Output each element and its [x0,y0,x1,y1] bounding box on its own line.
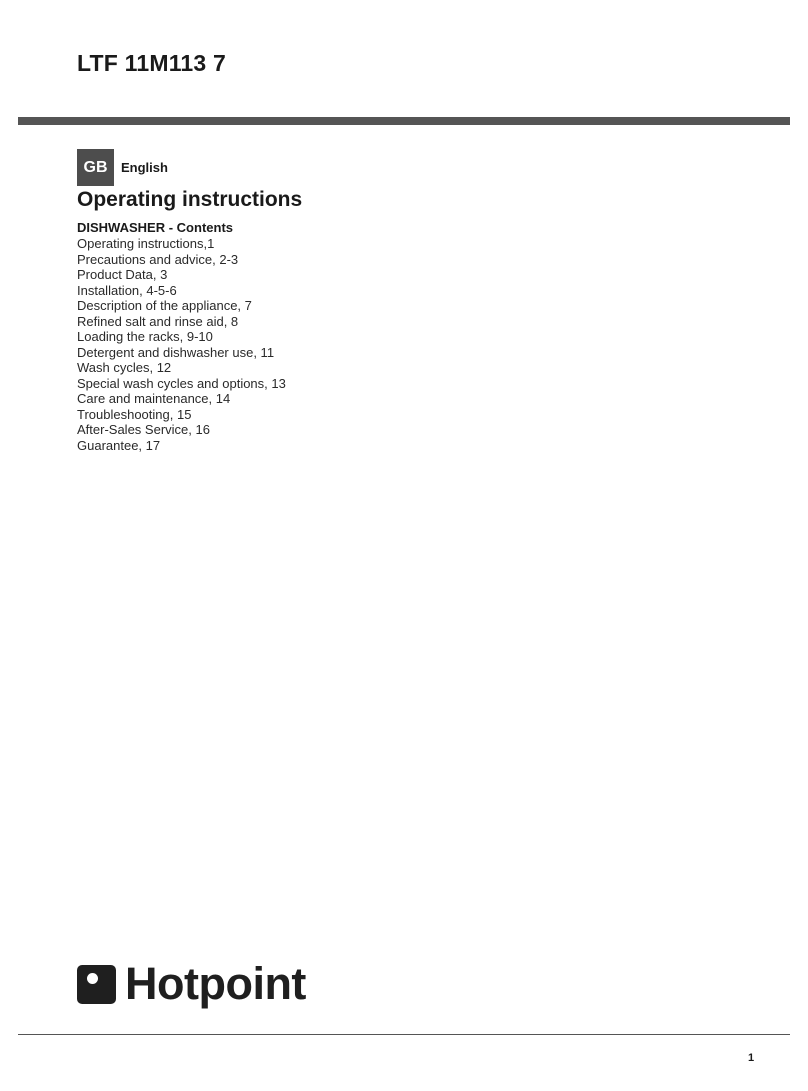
contents-list [77,236,286,453]
contents-heading: DISHWASHER - Contents [77,220,233,235]
contents-item: Special wash cycles and options, 13 [77,375,286,391]
contents-item: Precautions and advice, 2-3 [77,251,239,267]
contents-item: Guarantee, 17 [77,437,161,453]
model-title: LTF 11M113 7 [77,50,226,76]
contents-item: Installation, 4-5-6 [77,282,177,298]
header-divider [18,117,790,125]
hotpoint-logo-icon [77,965,116,1004]
contents-item: Operating instructions,1 [77,236,215,251]
page-number: 1 [748,1052,755,1064]
document-title: Operating instructions [77,188,303,211]
brand-logo [77,958,306,1010]
contents-item: Refined salt and rinse aid, 8 [77,313,239,329]
contents-item: Troubleshooting, 15 [77,406,192,422]
contents-item: Loading the racks, 9-10 [77,329,213,344]
brand-name: Hotpoint [125,958,306,1009]
footer-divider [18,1034,790,1035]
language-code-badge: GB [77,149,114,186]
language-label: English [121,160,168,175]
contents-item: Description of the appliance, 7 [77,298,252,313]
contents-item: After-Sales Service, 16 [77,422,210,437]
contents-item: Detergent and dishwasher use, 11 [77,344,275,360]
contents-item: Care and maintenance, 14 [77,391,231,406]
contents-item: Wash cycles, 12 [77,360,172,375]
contents-item: Product Data, 3 [77,267,168,282]
